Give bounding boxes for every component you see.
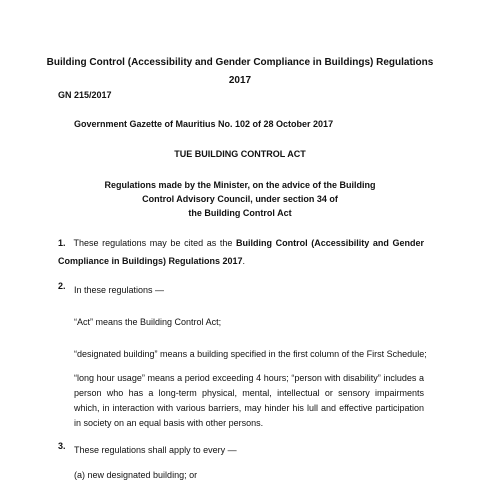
regulation-title: [30, 54, 450, 90]
enactment-statement: [60, 178, 420, 220]
definition-long-hour-usage: “long hour usage” means a period exceeding 4 hours; “person with disability” includes a person who has a long-term physical, mental, intellectual or sensory impairments which, in interaction with various barriers, may hinder his lull and effective participation in society on an equal basis with other persons.: [74, 373, 424, 428]
section-3-intro: These regulations shall apply to every —: [74, 445, 237, 455]
title-line-1: Building Control (Accessibility and Gender Compliance in Buildings) Regulations: [46, 57, 434, 68]
gazette-reference: Government Gazette of Mauritius No. 102 of 28 October 2017: [74, 119, 334, 129]
section-2-intro: In these regulations —: [74, 285, 165, 295]
section-3-item-a: (a) new designated building; or: [74, 470, 198, 480]
section-3-number: 3.: [58, 441, 66, 451]
section-1-end: .: [242, 256, 246, 266]
gn-number: GN 215/2017: [58, 90, 112, 100]
enactment-line-3: the Building Control Act: [188, 208, 292, 218]
definition-designated-building: “designated building” means a building specified in the first column of the First Schedule;: [74, 349, 427, 359]
title-line-2: 2017: [228, 75, 252, 86]
section-1: [58, 234, 424, 270]
enactment-line-1: Regulations made by the Minister, on the advice of the Building: [104, 180, 376, 190]
section-2-number: 2.: [58, 281, 66, 291]
section-1-number: 1.: [58, 238, 66, 248]
definition-act: “Act” means the Building Control Act;: [74, 317, 222, 327]
act-heading: TUE BUILDING CONTROL ACT: [174, 149, 306, 159]
section-1-citation: Building Control (Accessibility and Gender Compliance in Buildings) Regulations 2017: [58, 238, 424, 266]
enactment-line-2: Control Advisory Council, under section 34 of: [142, 194, 338, 204]
section-1-text: These regulations may be cited as the: [73, 238, 236, 248]
